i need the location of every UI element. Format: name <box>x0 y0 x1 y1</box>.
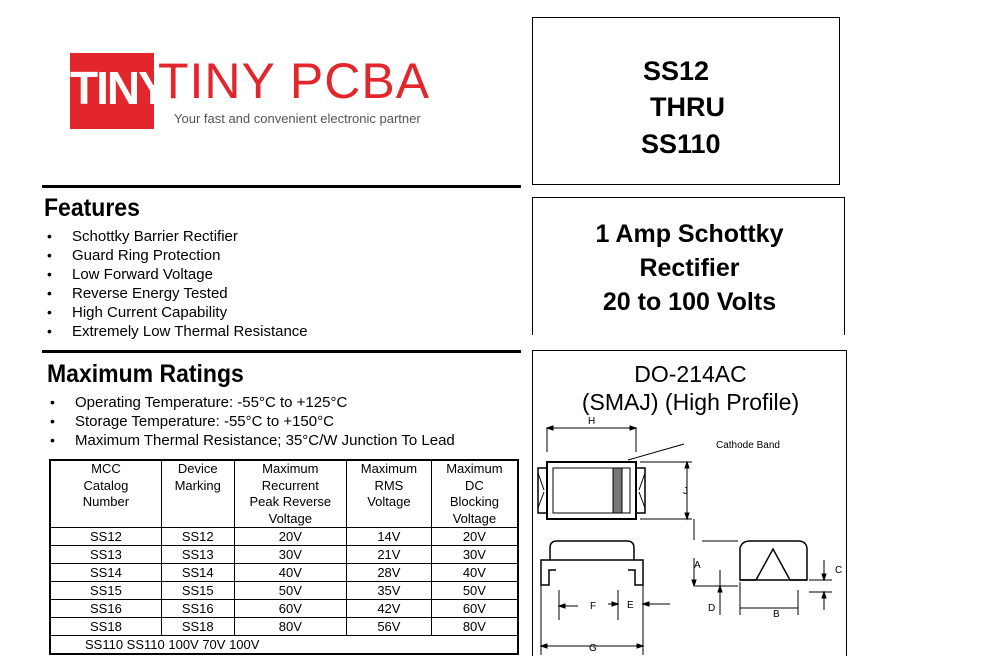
table-cell: SS18 <box>161 618 234 636</box>
header-text: MCC <box>91 461 121 476</box>
lead-right <box>636 468 645 513</box>
header-text: Number <box>82 494 130 509</box>
dim-label-d: D <box>708 603 716 614</box>
table-cell: 50V <box>431 582 518 600</box>
table-cell: 30V <box>431 546 518 564</box>
lead-detail <box>639 492 645 508</box>
table-cell: SS12 <box>50 528 161 546</box>
rating-item: • Maximum Thermal Resistance; 35°C/W Junction To Lead <box>47 431 455 450</box>
table-cell: 40V <box>234 564 346 582</box>
package-drawing <box>532 410 847 656</box>
header-dc-blocking <box>431 460 518 528</box>
dim-label-c: C <box>835 565 843 576</box>
header-text: Maximum <box>360 461 418 476</box>
features-title: Features <box>44 194 140 222</box>
feature-item: • Extremely Low Thermal Resistance <box>44 322 308 341</box>
table-cell: 42V <box>347 600 432 618</box>
table-cell: SS16 <box>50 600 161 618</box>
table-cell: 20V <box>234 528 346 546</box>
rating-item: • Operating Temperature: -55°C to +125°C <box>47 393 455 412</box>
header-rms <box>347 460 432 528</box>
end-body <box>740 541 807 580</box>
table-cell: SS15 <box>161 582 234 600</box>
header-text: Voltage <box>367 494 411 509</box>
header-text: Maximum <box>446 461 503 476</box>
arrow <box>541 644 547 648</box>
arrow <box>643 602 649 606</box>
header-text: Voltage <box>268 510 312 526</box>
dim-label-e: E <box>627 600 634 611</box>
feature-item: • Reverse Energy Tested <box>44 284 308 303</box>
company-name: TINY PCBA <box>158 53 431 109</box>
arrow <box>692 580 696 586</box>
dim-label-j: J <box>683 486 688 497</box>
table-cell: 28V <box>347 564 432 582</box>
lead-left <box>538 468 547 513</box>
table-cell: SS13 <box>50 546 161 564</box>
arrow <box>822 592 826 598</box>
table-cell: 14V <box>347 528 432 546</box>
lead-detail <box>538 492 544 508</box>
arrow <box>685 513 689 519</box>
description-box <box>532 197 845 335</box>
side-lead-left <box>541 560 556 585</box>
top-body <box>547 462 636 519</box>
table-cell: 21V <box>347 546 432 564</box>
arrow <box>637 644 643 648</box>
feature-item: • Schottky Barrier Rectifier <box>44 227 308 246</box>
header-text: Device <box>177 461 218 476</box>
company-tagline: Your fast and convenient electronic partner <box>174 111 421 126</box>
package-profile: (SMAJ) (High Profile) <box>581 389 800 415</box>
arrow <box>822 574 826 580</box>
header-text: RMS <box>374 477 404 493</box>
header-catalog <box>50 460 161 528</box>
side-lead-right <box>628 560 643 585</box>
ratings-table <box>49 459 519 655</box>
table-cell: SS14 <box>50 564 161 582</box>
lead-detail <box>639 473 645 490</box>
table-row <box>50 564 518 582</box>
cathode-band-label: Cathode Band <box>716 440 780 451</box>
header-text: Recurrent <box>261 477 319 493</box>
header-text: Marking <box>174 477 221 493</box>
table-cell: SS12 <box>161 528 234 546</box>
table-cell: SS14 <box>161 564 234 582</box>
table-row <box>50 600 518 618</box>
arrow <box>685 462 689 468</box>
feature-item: • Guard Ring Protection <box>44 246 308 265</box>
table-cell: 30V <box>234 546 346 564</box>
table-cell: 40V <box>431 564 518 582</box>
part-line-3: SS110 <box>641 129 721 159</box>
header-text: Maximum <box>262 461 319 476</box>
arrow <box>612 602 618 606</box>
dim-label-a: A <box>694 560 701 571</box>
arrow <box>559 604 565 608</box>
end-lead <box>756 549 790 580</box>
part-line-2: THRU <box>650 92 725 122</box>
table-cell: SS18 <box>50 618 161 636</box>
table-cell: 50V <box>234 582 346 600</box>
dim-label-g: G <box>589 643 597 654</box>
header-text: Blocking <box>449 494 499 509</box>
header-text: Voltage <box>452 510 497 526</box>
table-cell: 80V <box>234 618 346 636</box>
side-body <box>550 541 634 560</box>
table-cell: 80V <box>431 618 518 636</box>
table-cell: 60V <box>431 600 518 618</box>
dim-label-f: F <box>590 601 597 612</box>
dim-label-h: H <box>588 416 596 427</box>
features-divider <box>42 185 521 188</box>
table-row <box>50 528 518 546</box>
table-header-row <box>50 460 518 528</box>
arrow <box>547 426 553 430</box>
arrow <box>630 426 636 430</box>
table-cell: 20V <box>431 528 518 546</box>
ratings-divider <box>42 350 521 353</box>
rating-item: • Storage Temperature: -55°C to +150°C <box>47 412 455 431</box>
table-row <box>50 582 518 600</box>
table-cell: 60V <box>234 600 346 618</box>
table-row <box>50 618 518 636</box>
table-cell: SS16 <box>161 600 234 618</box>
header-text: DC <box>464 477 484 493</box>
arrow <box>718 586 722 592</box>
header-text: Peak Reverse <box>249 494 332 509</box>
table-cell: 56V <box>347 618 432 636</box>
table-cell: SS15 <box>50 582 161 600</box>
logo-mark: TINY <box>70 53 154 129</box>
table-row <box>50 546 518 564</box>
table-cell: 35V <box>347 582 432 600</box>
header-peak-reverse <box>234 460 346 528</box>
description-line-2: Rectifier <box>639 254 740 282</box>
table-cell: SS13 <box>161 546 234 564</box>
part-line-1: SS12 <box>643 56 710 86</box>
feature-item: • Low Forward Voltage <box>44 265 308 284</box>
part-number-box <box>532 17 840 185</box>
cathode-band <box>613 468 622 513</box>
dim-label-b: B <box>773 609 780 620</box>
features-list <box>44 227 308 341</box>
header-text: Catalog <box>83 477 129 493</box>
description-line-3: 20 to 100 Volts <box>602 288 777 316</box>
feature-item: • High Current Capability <box>44 303 308 322</box>
package-name: DO-214AC <box>634 361 747 387</box>
table-cell: SS110 SS110 100V 70V 100V <box>50 636 518 655</box>
table-row-last <box>50 636 518 655</box>
ratings-list <box>47 393 455 450</box>
description-line-1: 1 Amp Schottky <box>595 220 784 248</box>
lead-detail <box>538 473 544 490</box>
header-marking <box>161 460 234 528</box>
ratings-title: Maximum Ratings <box>47 360 244 388</box>
